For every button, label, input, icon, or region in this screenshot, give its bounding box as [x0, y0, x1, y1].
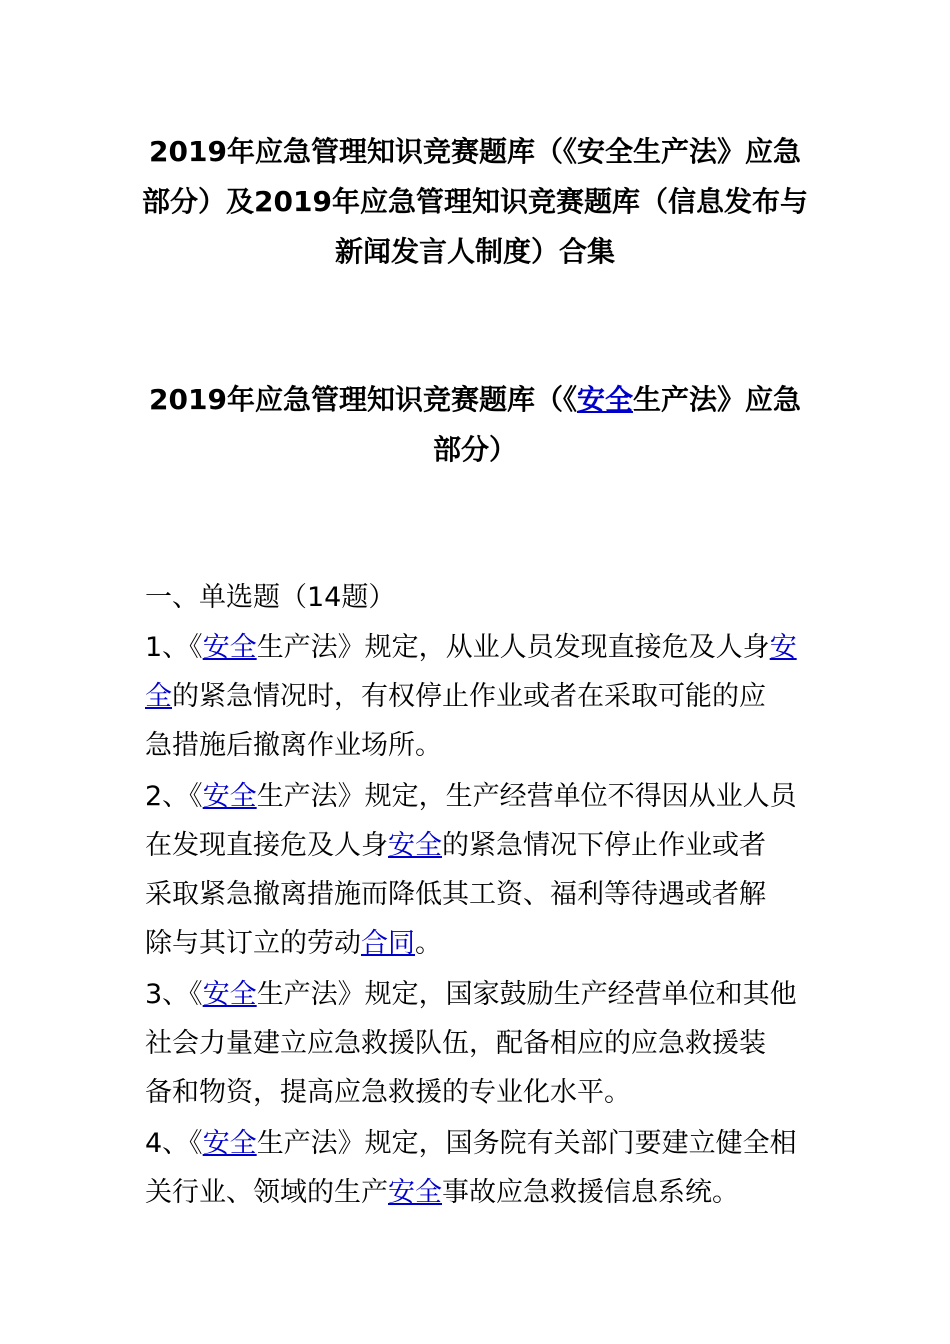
main-title: 2019年应急管理知识竞赛题库（《安全生产法》应急部分）及2019年应急管理知识竞赛题库（信息发布与新闻发言人制度）合集	[142, 135, 808, 268]
q3-line-2: 社会力量建立应急救援队伍，配备相应的应急救援装	[145, 1028, 766, 1059]
keyword-link[interactable]: 安全	[388, 1177, 442, 1208]
section-title: 2019年应急管理知识竞赛题库（《安全生产法》应急部分）	[149, 383, 801, 466]
q1-line-2: 全的紧急情况时，有权停止作业或者在采取可能的应	[145, 681, 766, 712]
keyword-link[interactable]: 安	[769, 632, 797, 663]
q2-line-2: 在发现直接危及人身安全的紧急情况下停止作业或者	[145, 830, 766, 861]
q2-line-3: 采取紧急撤离措施而降低其工资、福利等待遇或者解	[145, 879, 766, 910]
keyword-link[interactable]: 合同	[361, 928, 415, 959]
keyword-link[interactable]: 安全	[202, 979, 257, 1010]
q1-line-1: 1、《安全生产法》规定，从业人员发现直接危及人身安	[145, 632, 797, 663]
keyword-link[interactable]: 安全	[388, 830, 442, 861]
q4-line-2: 关行业、领域的生产安全事故应急救援信息系统。	[145, 1177, 739, 1208]
q4-line-1: 4、《安全生产法》规定，国务院有关部门要建立健全相	[145, 1128, 797, 1159]
keyword-link[interactable]: 安全	[202, 781, 257, 812]
q2-line-4: 除与其订立的劳动合同。	[145, 928, 442, 959]
q3-line-1: 3、《安全生产法》规定，国家鼓励生产经营单位和其他	[145, 979, 797, 1010]
keyword-link[interactable]: 安全	[202, 1128, 257, 1159]
q3-line-3: 备和物资，提高应急救援的专业化水平。	[145, 1077, 631, 1108]
keyword-link[interactable]: 安全	[576, 383, 633, 416]
q1-line-3: 急措施后撤离作业场所。	[145, 730, 442, 761]
q2-line-1: 2、《安全生产法》规定，生产经营单位不得因从业人员	[145, 781, 797, 812]
keyword-link[interactable]: 全	[145, 681, 172, 712]
section-heading: 一、单选题（14题）	[145, 582, 396, 613]
keyword-link[interactable]: 安全	[202, 632, 257, 663]
